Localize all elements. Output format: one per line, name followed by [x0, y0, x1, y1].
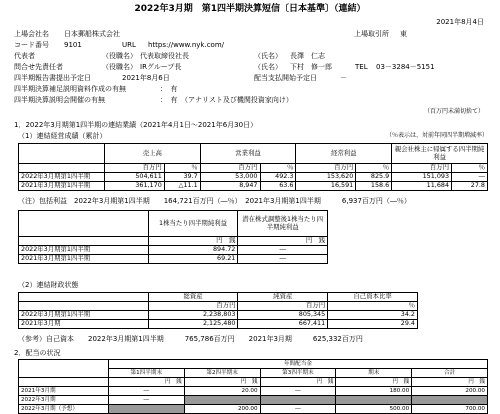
col-ordinary-income: 経常利益 [296, 144, 392, 164]
equity-reference: （参考）自己資本 2022年3月期第1四半期 765,786百万円 2021年3月期 625,332百万円 [18, 335, 363, 343]
cell: 700.00 [412, 405, 488, 414]
cell: 63.6 [260, 182, 296, 191]
tel-label: TEL [355, 63, 368, 71]
unit-note: （百万円未満切捨て） [423, 108, 484, 115]
row-label: 2022年3月期第1四半期 [19, 246, 149, 255]
cell: 20.00 [184, 387, 260, 396]
pct-cell: ％ [452, 164, 488, 173]
header-blank [19, 293, 149, 302]
unit-cell: 円 銭 [238, 237, 328, 246]
listed-company-label: 上場会社名 [14, 30, 49, 38]
col-q3: 第3四半期末 [260, 369, 336, 378]
unit-cell: 円 銭 [412, 378, 488, 387]
header-blank [19, 144, 105, 164]
row-label: 2022年3月期第1四半期 [19, 173, 105, 182]
col-diluted-eps: 潜在株式調整後1株当たり四半期純利益 [238, 211, 328, 237]
cell: 8,947 [200, 182, 260, 191]
operating-results-table [18, 143, 488, 191]
table-row [19, 396, 488, 405]
cell: 29.4 [328, 320, 418, 329]
cell: ― [452, 173, 488, 182]
eps-table [18, 210, 328, 264]
row-label: 2021年3月期第1四半期 [19, 182, 105, 191]
section1-heading: 1．2022年3月期第1四半期の連結業績（2021年4月1日～2021年6月30日） [14, 121, 258, 129]
unit-cell: 円 銭 [108, 378, 184, 387]
cell: 504,611 [104, 173, 164, 182]
code-label: コード番号 [14, 41, 49, 49]
contact-name-label: （氏名） [254, 63, 282, 71]
cell: 53,000 [200, 173, 260, 182]
row-label: 2022年3月期第1四半期 [19, 311, 149, 320]
comprehensive-income-note: （注）包括利益 2022年3月期第1四半期 164,721百万円（―％） 2021年3月期第1四半期 6,937百万円（―％） [18, 197, 411, 205]
cell: ― [108, 387, 184, 396]
section2-heading: （2）連結財政状態 [18, 281, 79, 289]
cell: 2,125,480 [148, 320, 238, 329]
cell: 39.7 [164, 173, 200, 182]
dividend-date-label: 配当支払開始予定日 [254, 74, 317, 82]
shaded-cell [108, 405, 184, 414]
exchange: 東 [400, 30, 407, 38]
unit-cell: 百万円 [392, 164, 452, 173]
table-row [19, 405, 488, 414]
section3-heading: 2．配当の状況 [14, 349, 61, 357]
unit-cell: 百万円 [296, 164, 356, 173]
cell: 825.9 [356, 173, 392, 182]
unit-cell: 百万円 [200, 164, 260, 173]
row-label: 2022年3月期（予想） [19, 405, 109, 414]
unit-blank [19, 378, 109, 387]
cell: ― [238, 255, 328, 264]
col-eps: 1株当たり四半期純利益 [148, 211, 238, 237]
header-blank [19, 211, 149, 237]
url-label: URL [122, 41, 136, 49]
cell: △11.1 [164, 182, 200, 191]
company-url[interactable]: https://www.nyk.com/ [148, 41, 225, 49]
rep-title-label: （役職名） [102, 52, 137, 60]
unit-cell: 百万円 [104, 164, 164, 173]
shaded-cell [184, 396, 260, 405]
supplement: ： 有 [160, 85, 178, 93]
shaded-cell [260, 396, 336, 405]
rep-name: 長澤 仁志 [290, 52, 325, 60]
cell: 200.00 [412, 387, 488, 396]
unit-cell: 円 銭 [148, 237, 238, 246]
cell: 2,238,803 [148, 311, 238, 320]
table-row [19, 320, 418, 329]
table-row [19, 182, 488, 191]
briefing-label: 四半期決算説明会開催の有無 [14, 96, 105, 104]
pct-note: （％表示は、対前年同四半期増減率） [385, 132, 488, 139]
cell: ― [238, 246, 328, 255]
briefing: ： 有 （アナリスト及び機関投資家向け） [160, 96, 293, 104]
cell: 894.72 [148, 246, 238, 255]
unit-cell: ％ [328, 302, 418, 311]
rep-label: 代表者 [14, 52, 35, 60]
header-blank [19, 360, 109, 378]
cell: 805,345 [238, 311, 328, 320]
table-row [19, 255, 328, 264]
cell: ― [260, 387, 336, 396]
rep-name-label: （氏名） [254, 52, 282, 60]
listed-company: 日本郵船株式会社 [64, 30, 120, 38]
cell: ― [108, 396, 184, 405]
col-sales: 売上高 [104, 144, 200, 164]
cell: 492.3 [260, 173, 296, 182]
contact-label: 問合せ先責任者 [14, 63, 63, 71]
col-net-assets: 純資産 [238, 293, 328, 302]
cell: 158.6 [356, 182, 392, 191]
col-total-assets: 総資産 [148, 293, 238, 302]
unit-cell: 百万円 [238, 302, 328, 311]
contact-title: IRグループ長 [140, 63, 182, 71]
table-row [19, 387, 488, 396]
cell: 34.2 [328, 311, 418, 320]
cell: 151,093 [392, 173, 452, 182]
cell: 27.8 [452, 182, 488, 191]
cell: ― [260, 405, 336, 414]
col-equity-ratio: 自己資本比率 [328, 293, 418, 302]
rep-title: 代表取締役社長 [140, 52, 189, 60]
row-label: 2021年3月期第1四半期 [19, 255, 149, 264]
cell: 667,411 [238, 320, 328, 329]
cell: 11,684 [392, 182, 452, 191]
col-q2: 第2四半期末 [184, 369, 260, 378]
contact-name: 下村 修一郎 [290, 63, 332, 71]
unit-cell: 円 銭 [260, 378, 336, 387]
pct-cell: ％ [164, 164, 200, 173]
cell: 200.00 [184, 405, 260, 414]
supplement-label: 四半期決算補足説明資料作成の有無 [14, 85, 126, 93]
shaded-cell [336, 396, 412, 405]
cell: 500.00 [336, 405, 412, 414]
row-label: 2021年3月期 [19, 320, 149, 329]
dividend-date: － [340, 74, 347, 82]
row-label: 2022年3月期 [19, 396, 109, 405]
financial-position-table [18, 292, 418, 329]
section1-sub: （1）連結経営成績（累計） [18, 132, 107, 140]
dividend-table [18, 359, 488, 414]
report-date: 2021年8月6日 [122, 74, 170, 82]
unit-cell: 円 銭 [336, 378, 412, 387]
page-title: 2022年3月期 第1四半期決算短信〔日本基準〕（連結） [134, 4, 366, 14]
cell: 16,591 [296, 182, 356, 191]
cell: 361,170 [104, 182, 164, 191]
pct-cell: ％ [260, 164, 296, 173]
row-label: 2021年3月期 [19, 387, 109, 396]
contact-title-label: （役職名） [102, 63, 137, 71]
table-row [19, 311, 418, 320]
unit-cell: 百万円 [148, 302, 238, 311]
shaded-cell [412, 396, 488, 405]
tel: 03－3284－5151 [376, 63, 435, 71]
cell: 180.00 [336, 387, 412, 396]
col-year-end: 期末 [336, 369, 412, 378]
pct-cell: ％ [356, 164, 392, 173]
col-annual-dividend: 年間配当金 [108, 360, 487, 369]
col-net-income: 親会社株主に帰属する四半期純利益 [392, 144, 488, 164]
unit-cell: 円 銭 [184, 378, 260, 387]
cell: 153,620 [296, 173, 356, 182]
exchange-label: 上場取引所 [354, 30, 389, 38]
col-operating-income: 営業利益 [200, 144, 296, 164]
code: 9101 [64, 41, 82, 49]
release-date: 2021年8月4日 [436, 18, 484, 26]
cell: 69.21 [148, 255, 238, 264]
col-total: 合計 [412, 369, 488, 378]
report-date-label: 四半期報告書提出予定日 [14, 74, 91, 82]
col-q1: 第1四半期末 [108, 369, 184, 378]
